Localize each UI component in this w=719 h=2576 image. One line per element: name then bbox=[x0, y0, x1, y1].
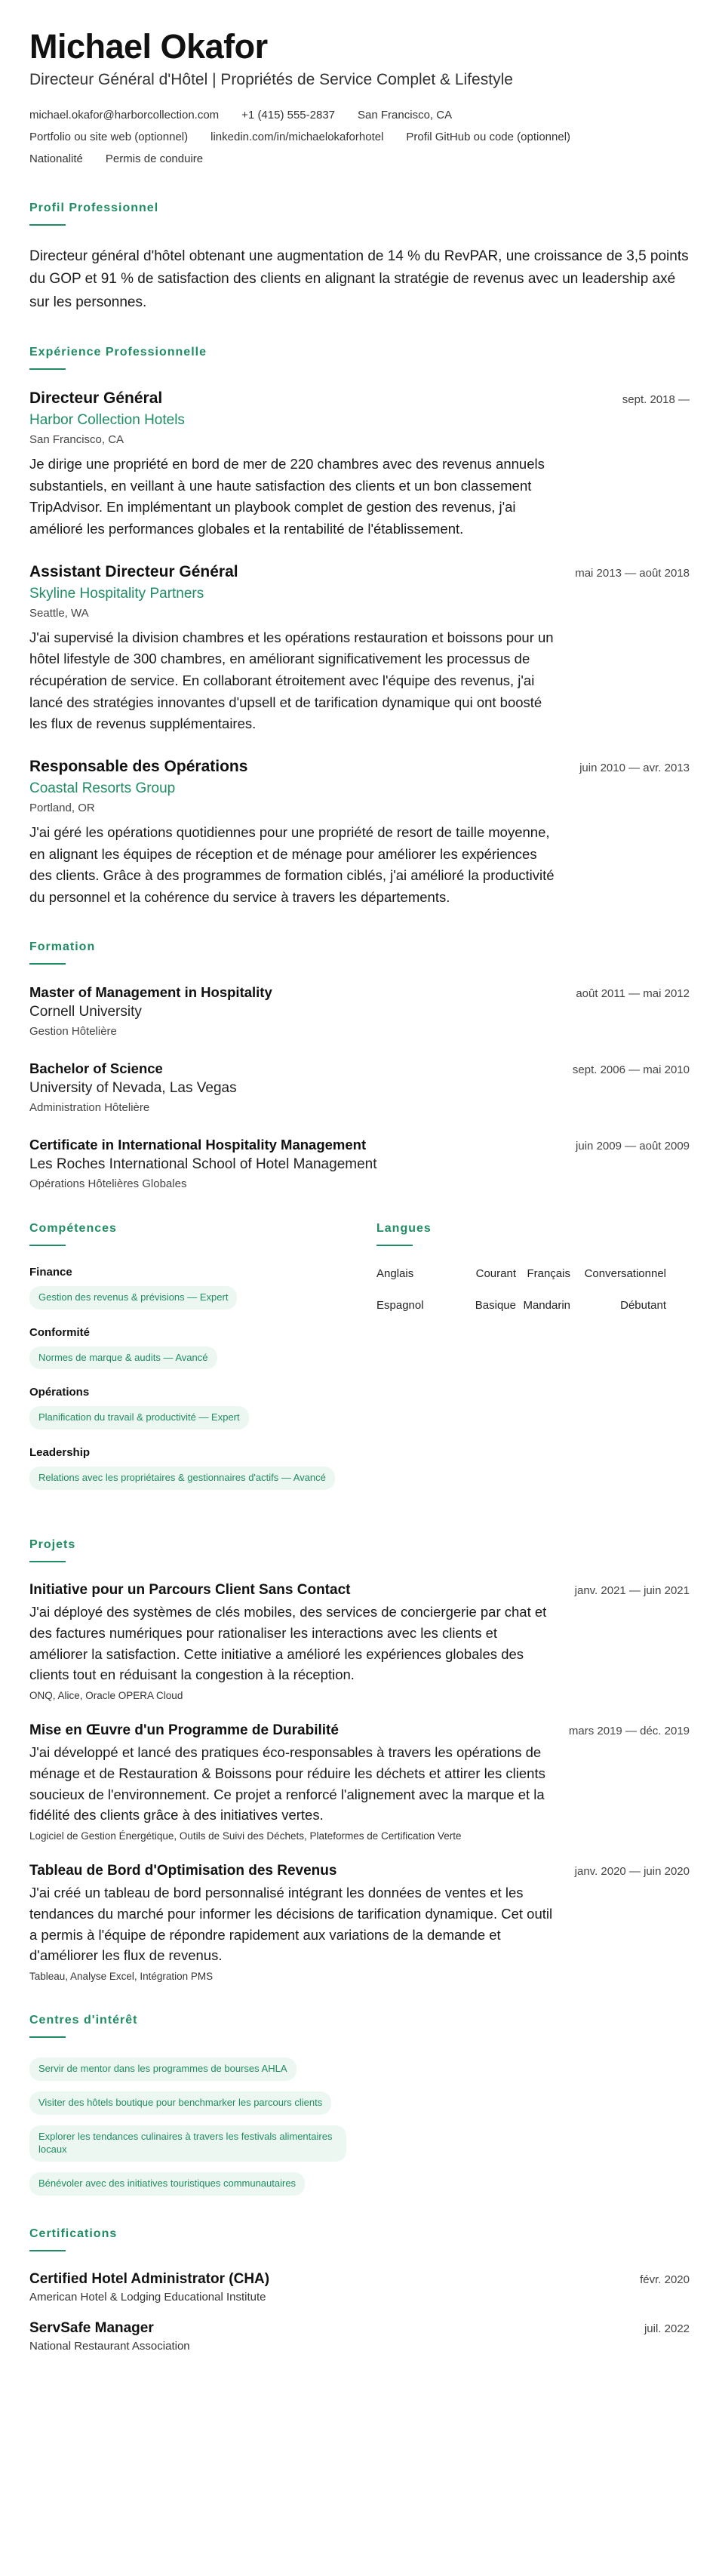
project-name: Tableau de Bord d'Optimisation des Revenus bbox=[29, 1863, 337, 1879]
skill-group bbox=[29, 1386, 346, 1430]
degree-title: Certificate in International Hospitality Management bbox=[29, 1136, 367, 1153]
interest-tag: Visiter des hôtels boutique pour benchmarker les parcours clients bbox=[29, 2091, 331, 2115]
skills-column bbox=[29, 1222, 346, 1507]
experience-entry bbox=[29, 758, 690, 909]
language-name: Mandarin bbox=[523, 1299, 570, 1313]
job-title: Directeur Général bbox=[29, 389, 163, 407]
contact-location: San Francisco, CA bbox=[358, 108, 453, 122]
degree-title: Bachelor of Science bbox=[29, 1060, 163, 1076]
job-description: J'ai supervisé la division chambres et les opérations restauration et boissons pour un hôtel lifestyle de 300 chambres, en améliorant significativement les processus de récupération de service. En collaborant étroitement avec l'équipe des revenus, j'ai lancé des stratégies innovantes d'upsell et de tarification dynamique qui ont boosté les flux de revenus supplémentaires. bbox=[29, 629, 554, 732]
interest-tag: Explorer les tendances culinaires à travers les festivals alimentaires locaux bbox=[29, 2125, 346, 2162]
project-entry bbox=[29, 1582, 690, 1701]
degree-dates: août 2011 — mai 2012 bbox=[576, 986, 690, 1000]
resume-header bbox=[29, 27, 690, 170]
section-title: Profil Professionnel bbox=[29, 201, 159, 214]
job-company: Coastal Resorts Group bbox=[29, 780, 176, 796]
project-description: J'ai créé un tableau de bord personnalisé intégrant les données de ventes et les tendances du marché pour informer les décisions de tarification dynamique. Cet outil a permis à l'équipe de répondre rapidement aux variations de la demande et d'améliorer les flux de revenus. bbox=[29, 1885, 553, 1964]
interest-tag: Servir de mentor dans les programmes de bourses AHLA bbox=[29, 2057, 297, 2081]
project-description: J'ai déployé des systèmes de clés mobiles, des services de conciergerie par chat et des factures numériques pour rationaliser les interactions avec les clients et améliorer la satisfaction. Cette initiative a amélioré les expériences globales des clients tout en réduisant la congestion à la réception. bbox=[29, 1604, 547, 1683]
certification-issuer: American Hotel & Lodging Educational Institute bbox=[29, 2290, 266, 2304]
language-level: Débutant bbox=[620, 1299, 666, 1313]
certification-date: févr. 2020 bbox=[640, 2273, 690, 2286]
section-divider bbox=[29, 1561, 66, 1562]
project-dates: mars 2019 — déc. 2019 bbox=[568, 1725, 690, 1738]
project-dates: janv. 2021 — juin 2021 bbox=[574, 1584, 690, 1598]
section-title: Compétences bbox=[29, 1221, 117, 1235]
degree-dates: juin 2009 — août 2009 bbox=[576, 1139, 690, 1153]
language-level: Conversationnel bbox=[584, 1266, 666, 1280]
skill-group bbox=[29, 1446, 346, 1490]
projects-section bbox=[29, 1538, 690, 1982]
certification-date: juil. 2022 bbox=[644, 2322, 690, 2335]
interests-section bbox=[29, 2014, 690, 2195]
job-dates: sept. 2018 — bbox=[622, 392, 690, 406]
study-field: Administration Hôtelière bbox=[29, 1100, 150, 1114]
language-name: Anglais bbox=[376, 1266, 414, 1280]
section-divider bbox=[29, 1245, 66, 1246]
interest-tag: Bénévoler avec des initiatives touristiques communautaires bbox=[29, 2172, 305, 2196]
section-title: Projets bbox=[29, 1538, 76, 1552]
section-title: Certifications bbox=[29, 2227, 118, 2240]
section-title: Expérience Professionnelle bbox=[29, 345, 207, 359]
experience-section bbox=[29, 346, 690, 909]
skill-tag: Relations avec les propriétaires & gestionnaires d'actifs — Avancé bbox=[29, 1467, 335, 1490]
job-description: J'ai géré les opérations quotidiennes pour une propriété de resort de taille moyenne, en alignant les équipes de réception et de ménage pour améliorer les expériences des clients. Grâce à des programmes de formation ciblés, j'ai amélioré la productivité du personnel et la cohérence du service à travers les départements. bbox=[29, 823, 555, 905]
study-field: Gestion Hôtelière bbox=[29, 1024, 117, 1038]
job-company: Skyline Hospitality Partners bbox=[29, 585, 204, 602]
job-title: Responsable des Opérations bbox=[29, 757, 248, 775]
skill-group bbox=[29, 1266, 346, 1310]
contact-website[interactable]: Portfolio ou site web (optionnel) bbox=[29, 130, 189, 143]
section-divider bbox=[29, 963, 66, 965]
job-title: Assistant Directeur Général bbox=[29, 562, 238, 580]
skill-tag: Normes de marque & audits — Avancé bbox=[29, 1346, 217, 1370]
certification-entry bbox=[29, 2271, 690, 2304]
profile-section bbox=[29, 202, 690, 314]
project-entry bbox=[29, 1722, 690, 1842]
contact-github[interactable]: Profil GitHub ou code (optionnel) bbox=[406, 130, 571, 143]
language-name: Français bbox=[527, 1266, 570, 1280]
candidate-name: Michael Okafor bbox=[29, 27, 268, 66]
languages-column bbox=[376, 1222, 690, 1507]
contact-phone[interactable]: +1 (415) 555-2837 bbox=[241, 108, 336, 122]
degree-title: Master of Management in Hospitality bbox=[29, 983, 272, 1000]
skill-tag: Gestion des revenus & prévisions — Expert bbox=[29, 1286, 237, 1310]
experience-entry bbox=[29, 389, 690, 540]
certification-name: ServSafe Manager bbox=[29, 2319, 154, 2336]
certification-name: Certified Hotel Administrator (CHA) bbox=[29, 2270, 270, 2287]
contact-email[interactable]: michael.okafor@harborcollection.com bbox=[29, 108, 220, 122]
education-section bbox=[29, 940, 690, 1190]
school-name: Les Roches International School of Hotel Management bbox=[29, 1156, 377, 1172]
project-entry bbox=[29, 1863, 690, 1982]
study-field: Opérations Hôtelières Globales bbox=[29, 1177, 187, 1190]
contact-nationality: Nationalité bbox=[29, 152, 83, 165]
skills-languages-section bbox=[29, 1222, 690, 1507]
project-tech: Logiciel de Gestion Énergétique, Outils de Suivi des Déchets, Plateformes de Certification Verte bbox=[29, 1830, 462, 1842]
contact-license: Permis de conduire bbox=[105, 152, 204, 165]
job-location: Portland, OR bbox=[29, 801, 95, 814]
section-divider bbox=[376, 1245, 413, 1246]
education-entry bbox=[29, 1137, 690, 1190]
education-entry bbox=[29, 984, 690, 1038]
contact-info bbox=[29, 104, 690, 170]
school-name: University of Nevada, Las Vegas bbox=[29, 1079, 237, 1096]
language-level: Basique bbox=[475, 1299, 516, 1313]
project-name: Initiative pour un Parcours Client Sans Contact bbox=[29, 1582, 351, 1599]
section-title: Formation bbox=[29, 940, 96, 953]
skill-tag: Planification du travail & productivité — Expert bbox=[29, 1406, 249, 1430]
profile-summary: Directeur général d'hôtel obtenant une augmentation de 14 % du RevPAR, une croissance de 3,5 points du GOP et 91 % de satisfaction des clients en alignant la stratégie de revenus avec un leadership axé sur les personnes. bbox=[29, 248, 689, 310]
skill-category: Leadership bbox=[29, 1446, 91, 1460]
certification-entry bbox=[29, 2320, 690, 2353]
language-row bbox=[376, 1266, 690, 1283]
education-entry bbox=[29, 1060, 690, 1114]
certification-issuer: National Restaurant Association bbox=[29, 2339, 190, 2353]
degree-dates: sept. 2006 — mai 2010 bbox=[572, 1063, 690, 1076]
skill-category: Opérations bbox=[29, 1386, 90, 1399]
job-company: Harbor Collection Hotels bbox=[29, 411, 185, 428]
language-row bbox=[376, 1297, 690, 1315]
job-dates: mai 2013 — août 2018 bbox=[575, 566, 690, 580]
experience-entry bbox=[29, 563, 690, 735]
job-location: San Francisco, CA bbox=[29, 432, 124, 446]
section-divider bbox=[29, 2036, 66, 2038]
project-tech: ONQ, Alice, Oracle OPERA Cloud bbox=[29, 1690, 183, 1702]
section-divider bbox=[29, 224, 66, 226]
section-divider bbox=[29, 2250, 66, 2251]
skill-category: Conformité bbox=[29, 1325, 90, 1339]
job-location: Seattle, WA bbox=[29, 606, 89, 620]
certifications-section bbox=[29, 2227, 690, 2353]
candidate-headline: Directeur Général d'Hôtel | Propriétés de Service Complet & Lifestyle bbox=[29, 70, 513, 88]
project-dates: janv. 2020 — juin 2020 bbox=[574, 1865, 690, 1879]
section-divider bbox=[29, 368, 66, 370]
section-title: Centres d'intérêt bbox=[29, 2014, 138, 2027]
language-level: Courant bbox=[475, 1266, 516, 1280]
project-name: Mise en Œuvre d'un Programme de Durabilité bbox=[29, 1722, 339, 1739]
project-description: J'ai développé et lancé des pratiques éco-responsables à travers les opérations de ménage et de Restauration & Boissons pour réduire les déchets et attirer les clients soucieux de l'environnement. Ce projet a renforcé l'alignement avec la marque et la fidélité des clients grâce à des initiatives vertes. bbox=[29, 1744, 545, 1824]
skill-group bbox=[29, 1326, 346, 1370]
project-tech: Tableau, Analyse Excel, Intégration PMS bbox=[29, 1971, 214, 1983]
contact-linkedin[interactable]: linkedin.com/in/michaelokaforhotel bbox=[210, 130, 384, 143]
section-title: Langues bbox=[376, 1221, 432, 1235]
language-name: Espagnol bbox=[376, 1299, 424, 1313]
job-description: Je dirige une propriété en bord de mer de 220 chambres avec des revenus annuels substantiels, en veillant à une haute satisfaction des clients et un bon classement TripAdvisor. En implémentant un playbook complet de gestion des revenus, j'ai amélioré les performances globales et la rentabilité de l'établissement. bbox=[29, 455, 545, 537]
job-dates: juin 2010 — avr. 2013 bbox=[579, 761, 690, 774]
school-name: Cornell University bbox=[29, 1003, 142, 1020]
skill-category: Finance bbox=[29, 1265, 72, 1279]
